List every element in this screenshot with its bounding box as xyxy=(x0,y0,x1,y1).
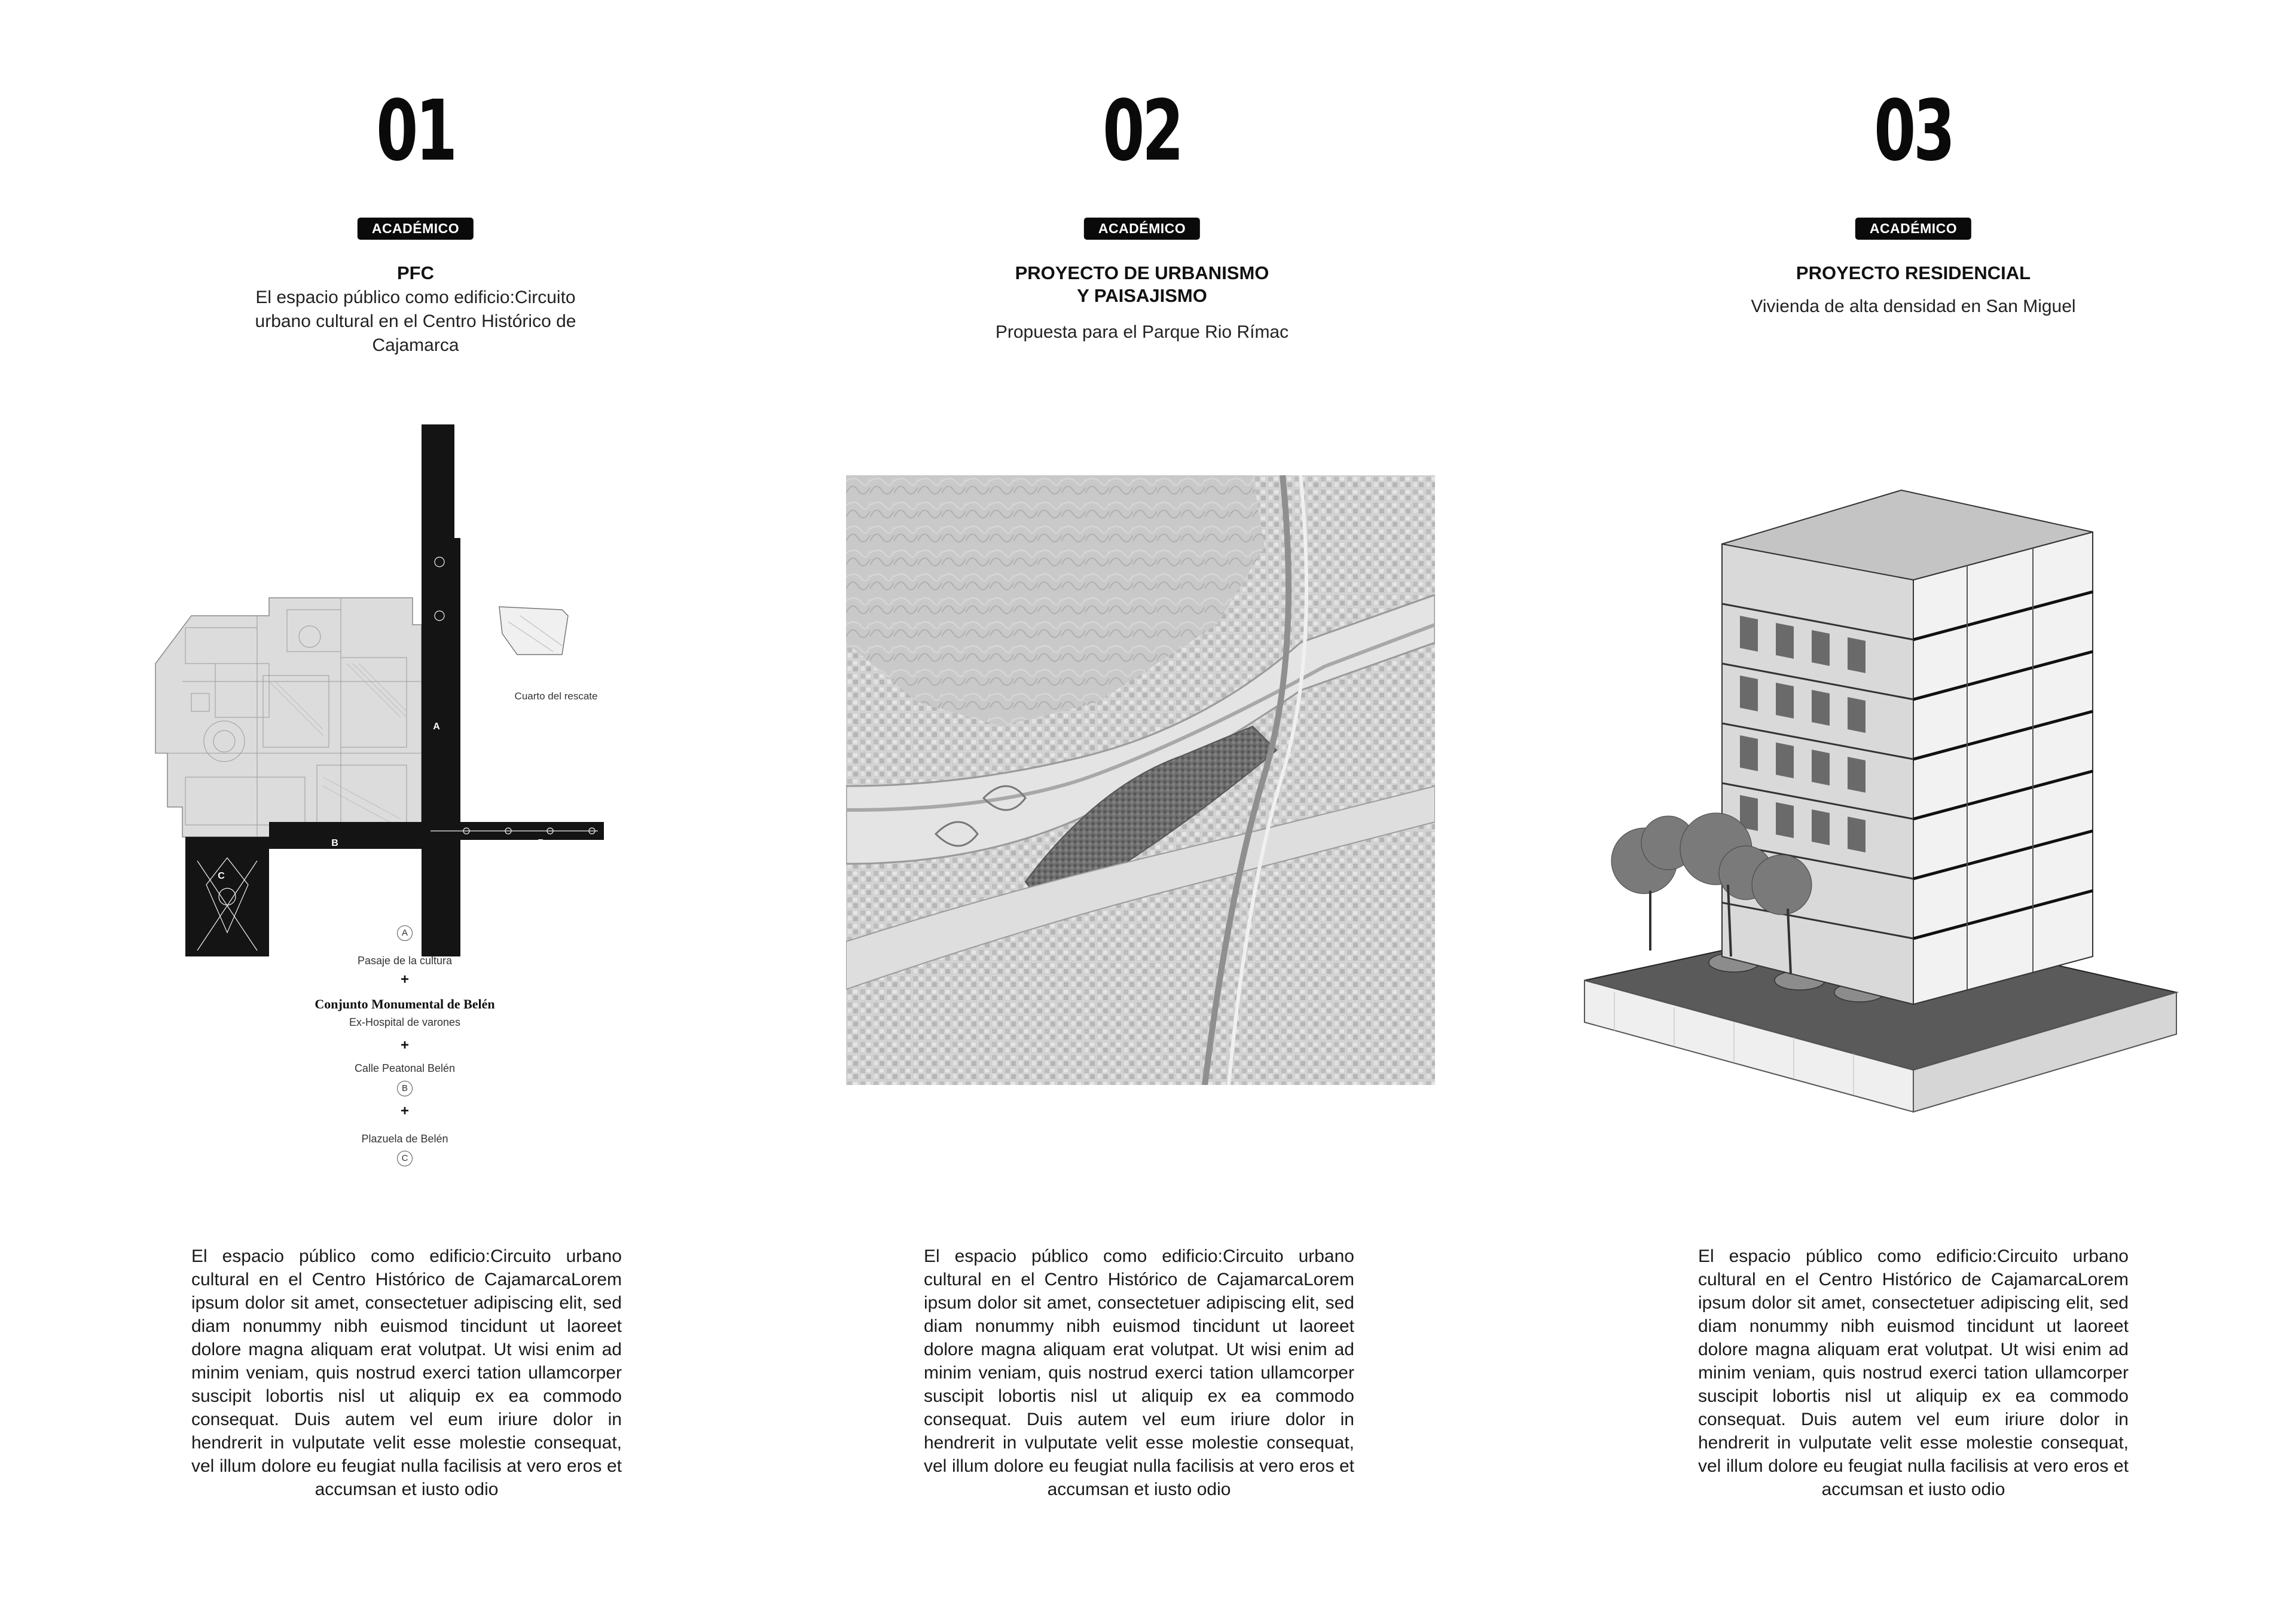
project-title-line2: Y PAISAJISMO xyxy=(1077,285,1207,306)
marker-b: B xyxy=(331,838,338,848)
project-subtitle: Vivienda de alta densidad en San Miguel xyxy=(1751,297,2076,316)
marker-b-2: B xyxy=(538,838,545,848)
project-description: El espacio público como edificio:Circuito urbano cultural en el Centro Histórico de CajamarcaLorem ipsum dolor sit amet, consectetuer adipiscing elit, sed diam nonummy nibh euismod tincidunt ut laoreet dolore magna aliquam erat volutpat. Ut wisi enim ad minim veniam, quis nostrud exerci tation ullamcorper suscipit lobortis nisl ut aliquip ex ea commodo consequat. Duis autem vel eum iriure dolor in hendrerit in vulputate velit esse molestie consequat, vel illum dolore eu feugiat nulla facilisis at vero eros et accumsan et iusto odio xyxy=(924,1246,1354,1499)
marker-c: C xyxy=(218,871,225,881)
project-number: 03 xyxy=(1874,82,1953,180)
project-number: 01 xyxy=(376,82,455,180)
legend-plus: + xyxy=(400,1037,409,1053)
project-subtitle: Propuesta para el Parque Rio Rímac xyxy=(995,322,1289,342)
project-title-line1: PROYECTO DE URBANISMO xyxy=(1015,262,1269,283)
project-title: PFC xyxy=(397,262,434,283)
category-tag: ACADÉMICO xyxy=(1855,218,1971,240)
marker-a: A xyxy=(433,722,440,732)
legend-pasaje: Pasaje de la cultura xyxy=(357,955,453,967)
legend-badge-c: C xyxy=(397,1151,413,1166)
project-description: El espacio público como edificio:Circuito urbano cultural en el Centro Histórico de CajamarcaLorem ipsum dolor sit amet, consectetuer adipiscing elit, sed diam nonummy nibh euismod tincidunt ut laoreet dolore magna aliquam erat volutpat. Ut wisi enim ad minim veniam, quis nostrud exerci tation ullamcorper suscipit lobortis nisl ut aliquip ex ea commodo consequat. Duis autem vel eum iriure dolor in hendrerit in vulputate velit esse molestie consequat, vel illum dolore eu feugiat nulla facilisis at vero eros et accumsan et iusto odio xyxy=(191,1246,622,1499)
legend-plus: + xyxy=(400,1103,409,1119)
site-plan-drawing xyxy=(149,418,664,968)
isometric-building-drawing xyxy=(1578,478,2236,1130)
project-title: PROYECTO RESIDENCIAL xyxy=(1796,262,2031,283)
legend-plazuela: Plazuela de Belén xyxy=(361,1133,448,1145)
legend-calle: Calle Peatonal Belén xyxy=(354,1062,456,1074)
project-subtitle: El espacio público como edificio:Circuito urbano cultural en el Centro Histórico de Cajamarca xyxy=(255,288,576,355)
project-number: 02 xyxy=(1103,82,1181,180)
aerial-site-map xyxy=(846,475,1435,1085)
project-description: El espacio público como edificio:Circuito urbano cultural en el Centro Histórico de CajamarcaLorem ipsum dolor sit amet, consectetuer adipiscing elit, sed diam nonummy nibh euismod tincidunt ut laoreet dolore magna aliquam erat volutpat. Ut wisi enim ad minim veniam, quis nostrud exerci tation ullamcorper suscipit lobortis nisl ut aliquip ex ea commodo consequat. Duis autem vel eum iriure dolor in hendrerit in vulputate velit esse molestie consequat, vel illum dolore eu feugiat nulla facilisis at vero eros et accumsan et iusto odio xyxy=(1698,1246,2129,1499)
legend-badge-a: A xyxy=(397,925,413,941)
project-03 xyxy=(1531,0,2296,1623)
annotation-cuarto: Cuarto del rescate xyxy=(514,690,598,702)
legend-plus: + xyxy=(400,971,409,988)
legend-conjunto: Conjunto Monumental de Belén xyxy=(315,997,495,1011)
legend-badge-b: B xyxy=(397,1081,413,1096)
legend-hospital: Ex-Hospital de varones xyxy=(349,1016,461,1028)
project-02 xyxy=(825,0,1459,1623)
category-tag: ACADÉMICO xyxy=(1084,218,1200,240)
category-tag: ACADÉMICO xyxy=(358,218,474,240)
project-01 xyxy=(0,0,825,1623)
